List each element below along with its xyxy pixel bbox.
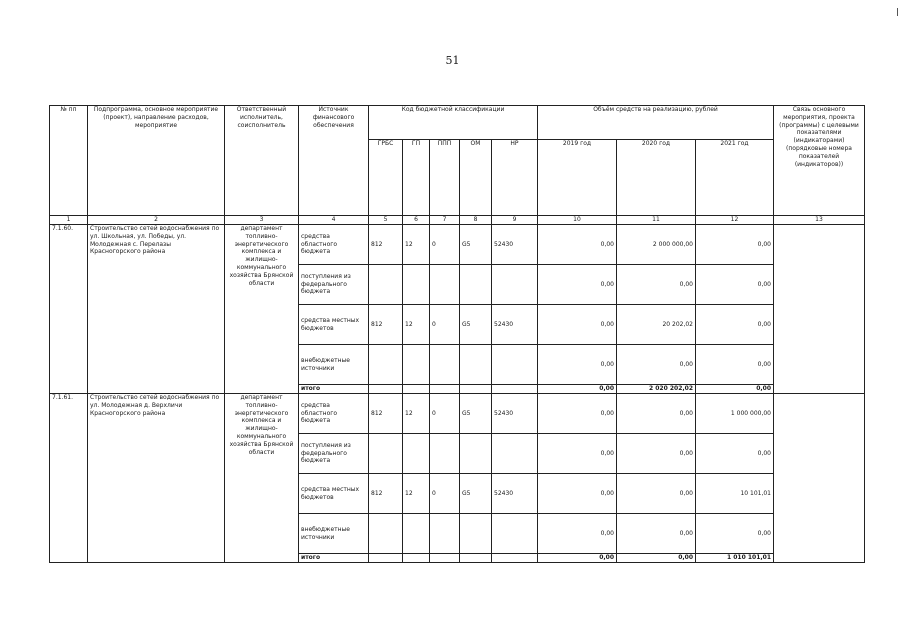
code-grbs: 812 bbox=[369, 225, 403, 265]
code-nr: 52430 bbox=[492, 305, 538, 345]
code-nr bbox=[492, 434, 538, 474]
header-program: Подпрограмма, основное мероприятие (проект), направление расходов, мероприятие bbox=[88, 106, 225, 216]
header-budget-code: Код бюджетной классификации bbox=[369, 106, 538, 140]
indicator-link bbox=[774, 394, 865, 563]
code-gp bbox=[403, 385, 430, 394]
amount-2019: 0,00 bbox=[538, 265, 617, 305]
amount-2019: 0,00 bbox=[538, 345, 617, 385]
header-no: № пп bbox=[50, 106, 88, 216]
funding-source: средства местных бюджетов bbox=[299, 305, 369, 345]
code-grbs bbox=[369, 434, 403, 474]
index-cell: 11 bbox=[617, 216, 696, 225]
row-number: 7.1.60. bbox=[50, 225, 88, 394]
code-om bbox=[460, 385, 492, 394]
amount-2020: 0,00 bbox=[617, 265, 696, 305]
funding-source: внебюджетные источники bbox=[299, 345, 369, 385]
amount-2021: 1 000 000,00 bbox=[696, 394, 774, 434]
code-ppp bbox=[430, 514, 460, 554]
funding-source: поступления из федерального бюджета bbox=[299, 434, 369, 474]
code-grbs bbox=[369, 514, 403, 554]
code-nr bbox=[492, 554, 538, 563]
index-cell: 6 bbox=[403, 216, 430, 225]
row-number: 7.1.61. bbox=[50, 394, 88, 563]
header-executor: Ответственный исполнитель, соисполнитель bbox=[225, 106, 299, 216]
code-om bbox=[460, 554, 492, 563]
amount-2021: 0,00 bbox=[696, 514, 774, 554]
total-2021: 1 010 101,01 bbox=[696, 554, 774, 563]
header-year-2020: 2020 год bbox=[617, 140, 696, 216]
index-cell: 1 bbox=[50, 216, 88, 225]
amount-2020: 0,00 bbox=[617, 345, 696, 385]
executor-name: департамент топливно-энергетического комплекса и жилищно-коммунального хозяйства Брянской области bbox=[225, 225, 299, 394]
code-nr bbox=[492, 345, 538, 385]
amount-2020: 20 202,02 bbox=[617, 305, 696, 345]
code-ppp bbox=[430, 265, 460, 305]
index-cell: 5 bbox=[369, 216, 403, 225]
code-om bbox=[460, 265, 492, 305]
code-ppp: 0 bbox=[430, 394, 460, 434]
header-source: Источник финансового обеспечения bbox=[299, 106, 369, 216]
amount-2019: 0,00 bbox=[538, 514, 617, 554]
total-2019: 0,00 bbox=[538, 385, 617, 394]
code-grbs: 812 bbox=[369, 394, 403, 434]
header-grbs: ГРБС bbox=[369, 140, 403, 216]
funding-source: внебюджетные источники bbox=[299, 514, 369, 554]
amount-2020: 0,00 bbox=[617, 434, 696, 474]
program-name: Строительство сетей водоснабжения по ул. Школьная, ул. Победы, ул. Молодежная с. Перелазы Красногорского района bbox=[88, 225, 225, 394]
code-om bbox=[460, 345, 492, 385]
index-cell: 8 bbox=[460, 216, 492, 225]
total-2021: 0,00 bbox=[696, 385, 774, 394]
table-row bbox=[50, 394, 865, 434]
budget-table bbox=[49, 105, 865, 563]
code-grbs bbox=[369, 554, 403, 563]
code-grbs: 812 bbox=[369, 474, 403, 514]
index-cell: 3 bbox=[225, 216, 299, 225]
code-gp bbox=[403, 514, 430, 554]
header-om: ОМ bbox=[460, 140, 492, 216]
amount-2019: 0,00 bbox=[538, 305, 617, 345]
index-cell: 10 bbox=[538, 216, 617, 225]
funding-source: поступления из федерального бюджета bbox=[299, 265, 369, 305]
header-year-2021: 2021 год bbox=[696, 140, 774, 216]
index-cell: 13 bbox=[774, 216, 865, 225]
code-gp: 12 bbox=[403, 225, 430, 265]
header-gp: ГП bbox=[403, 140, 430, 216]
code-om: G5 bbox=[460, 394, 492, 434]
index-cell: 7 bbox=[430, 216, 460, 225]
funding-source: средства областного бюджета bbox=[299, 225, 369, 265]
code-gp bbox=[403, 265, 430, 305]
code-grbs bbox=[369, 385, 403, 394]
header-link: Связь основного мероприятия, проекта (программы) с целевыми показателями (индикаторами) (порядковые номера показателей (индикаторов)) bbox=[774, 106, 865, 216]
header-year-2019: 2019 год bbox=[538, 140, 617, 216]
code-nr: 52430 bbox=[492, 394, 538, 434]
amount-2020: 0,00 bbox=[617, 514, 696, 554]
header-nr: НР bbox=[492, 140, 538, 216]
total-label: итого bbox=[299, 385, 369, 394]
code-gp: 12 bbox=[403, 305, 430, 345]
total-2019: 0,00 bbox=[538, 554, 617, 563]
code-om bbox=[460, 514, 492, 554]
code-nr: 52430 bbox=[492, 474, 538, 514]
code-gp bbox=[403, 345, 430, 385]
code-ppp: 0 bbox=[430, 225, 460, 265]
code-ppp bbox=[430, 554, 460, 563]
amount-2021: 0,00 bbox=[696, 434, 774, 474]
code-nr bbox=[492, 385, 538, 394]
index-cell: 9 bbox=[492, 216, 538, 225]
amount-2020: 0,00 bbox=[617, 394, 696, 434]
page-number: 51 bbox=[445, 54, 460, 67]
index-cell: 4 bbox=[299, 216, 369, 225]
amount-2021: 0,00 bbox=[696, 225, 774, 265]
scan-edge-mark bbox=[897, 8, 898, 16]
amount-2020: 2 000 000,00 bbox=[617, 225, 696, 265]
code-om bbox=[460, 434, 492, 474]
funding-source: средства областного бюджета bbox=[299, 394, 369, 434]
program-name: Строительство сетей водоснабжения по ул. Молодежная д. Верхличи Красногорского района bbox=[88, 394, 225, 563]
amount-2021: 0,00 bbox=[696, 305, 774, 345]
code-ppp bbox=[430, 345, 460, 385]
amount-2019: 0,00 bbox=[538, 394, 617, 434]
indicator-link bbox=[774, 225, 865, 394]
amount-2019: 0,00 bbox=[538, 225, 617, 265]
code-gp bbox=[403, 554, 430, 563]
code-ppp: 0 bbox=[430, 305, 460, 345]
code-om: G5 bbox=[460, 474, 492, 514]
code-om: G5 bbox=[460, 305, 492, 345]
code-ppp bbox=[430, 385, 460, 394]
code-nr bbox=[492, 514, 538, 554]
header-volume: Объём средств на реализацию, рублей bbox=[538, 106, 774, 140]
code-grbs bbox=[369, 345, 403, 385]
code-nr: 52430 bbox=[492, 225, 538, 265]
code-gp bbox=[403, 434, 430, 474]
total-2020: 0,00 bbox=[617, 554, 696, 563]
index-cell: 2 bbox=[88, 216, 225, 225]
amount-2020: 0,00 bbox=[617, 474, 696, 514]
code-om: G5 bbox=[460, 225, 492, 265]
amount-2019: 0,00 bbox=[538, 474, 617, 514]
executor-name: департамент топливно-энергетического комплекса и жилищно-коммунального хозяйства Брянской области bbox=[225, 394, 299, 563]
code-gp: 12 bbox=[403, 474, 430, 514]
code-gp: 12 bbox=[403, 394, 430, 434]
total-2020: 2 020 202,02 bbox=[617, 385, 696, 394]
index-cell: 12 bbox=[696, 216, 774, 225]
header-ppp: ППП bbox=[430, 140, 460, 216]
code-ppp bbox=[430, 434, 460, 474]
code-grbs: 812 bbox=[369, 305, 403, 345]
amount-2021: 0,00 bbox=[696, 265, 774, 305]
funding-source: средства местных бюджетов bbox=[299, 474, 369, 514]
code-grbs bbox=[369, 265, 403, 305]
amount-2021: 0,00 bbox=[696, 345, 774, 385]
code-nr bbox=[492, 265, 538, 305]
amount-2021: 10 101,01 bbox=[696, 474, 774, 514]
amount-2019: 0,00 bbox=[538, 434, 617, 474]
table-row bbox=[50, 225, 865, 265]
total-label: итого bbox=[299, 554, 369, 563]
code-ppp: 0 bbox=[430, 474, 460, 514]
